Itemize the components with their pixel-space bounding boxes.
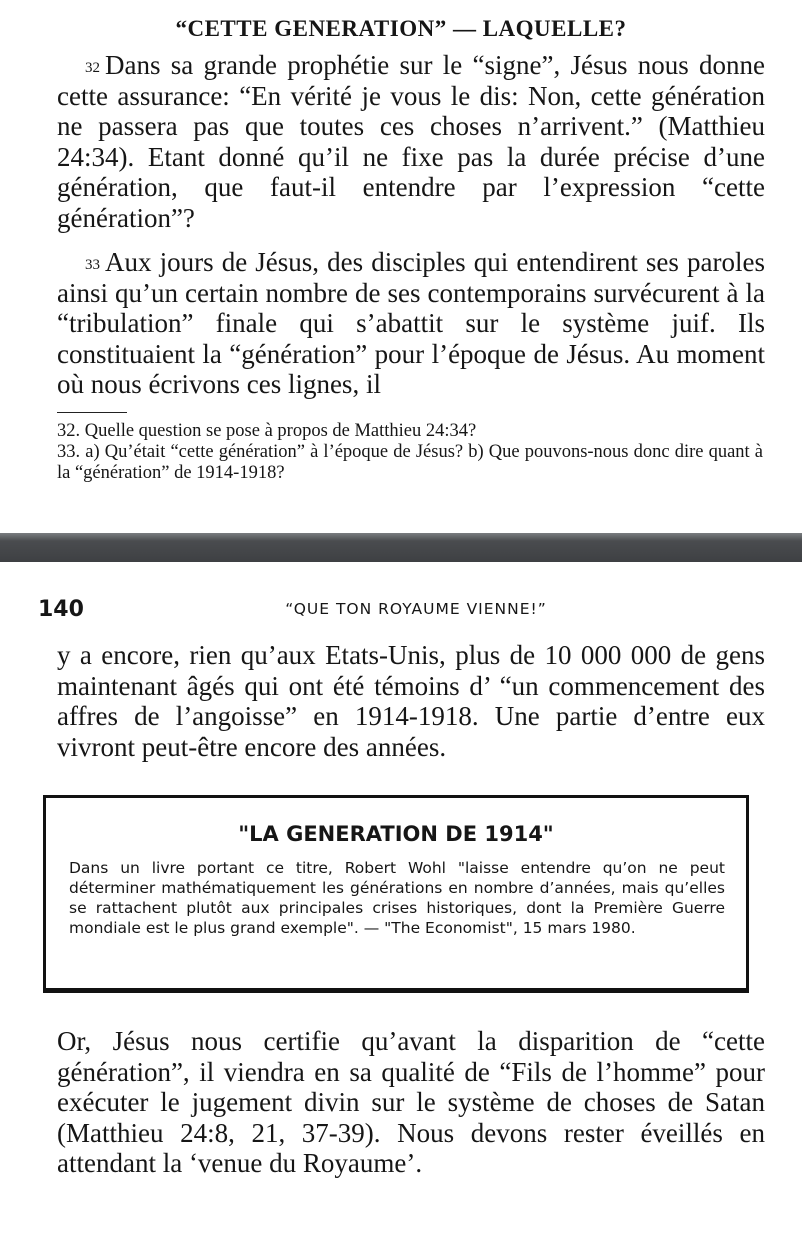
box-title: "LA GENERATION DE 1914" bbox=[238, 822, 554, 846]
footnotes bbox=[57, 421, 763, 484]
footnote-rule bbox=[57, 412, 127, 413]
running-head: “QUE TON ROYAUME VIENNE!” bbox=[285, 600, 547, 618]
paragraph-text: Aux jours de Jésus, des disciples qui entendirent ses paroles ainsi qu’un certain nombre de ses contemporains survécurent à la “tribulation” finale qui s’abattit sur le système juif. Ils constituaient la “génération” pour l’époque de Jésus. Au moment où nous écrivons ces lignes, il bbox=[57, 247, 765, 399]
bottom-page bbox=[0, 562, 802, 1252]
paragraph-number: 32 bbox=[85, 60, 100, 76]
box-text: Dans un livre portant ce titre, Robert Wohl "laisse entendre qu’on ne peut déterminer mathématiquement les générations en nombre d’années, mais qu’elles se rattachent plutôt aux principales crises historiques, dont la Première Guerre mondiale est le plus grand exemple". — "The Economist", 15 mars 1980. bbox=[69, 859, 725, 937]
section-heading: “CETTE GENERATION” — LAQUELLE? bbox=[175, 16, 627, 41]
paragraph-text: Dans sa grande prophétie sur le “signe”, Jésus nous donne cette assurance: “En vérité je vous le dis: Non, cette génération ne passera pas que toutes ces choses n’arrivent.” (Matthieu 24:34). Etant donné qu’il ne fixe pas la durée précise d’une génération, que faut-il entendre par l’expression “cette génération”? bbox=[57, 50, 765, 233]
sidebar-box bbox=[43, 795, 749, 993]
footnote-33: 33. a) Qu’était “cette génération” à l’époque de Jésus? b) Que pouvons-nous donc dire quant à la “génération” de 1914-1918? bbox=[57, 442, 763, 483]
paragraph-32 bbox=[57, 50, 765, 233]
page-divider bbox=[0, 533, 802, 562]
paragraph-33 bbox=[57, 247, 765, 400]
final-paragraph: Or, Jésus nous certifie qu’avant la disparition de “cette génération”, il viendra en sa qualité de “Fils de l’homme” pour exécuter le jugement divin sur le système de choses de Satan (Matthieu 24:8, 21, 37-39). Nous devons rester éveillés en attendant la ‘venue du Royaume’. bbox=[57, 1026, 765, 1178]
footnote-32: 32. Quelle question se pose à propos de Matthieu 24:34? bbox=[57, 421, 477, 441]
continuation-paragraph: y a encore, rien qu’aux Etats-Unis, plus de 10 000 000 de gens maintenant âgés qui ont été témoins d’ “un commencement des affres de l’angoisse” en 1914-1918. Une partie d’entre eux vivront peut-être encore des années. bbox=[57, 640, 765, 762]
top-page bbox=[0, 0, 802, 533]
page-number: 140 bbox=[38, 597, 84, 622]
paragraph-number: 33 bbox=[85, 257, 100, 273]
